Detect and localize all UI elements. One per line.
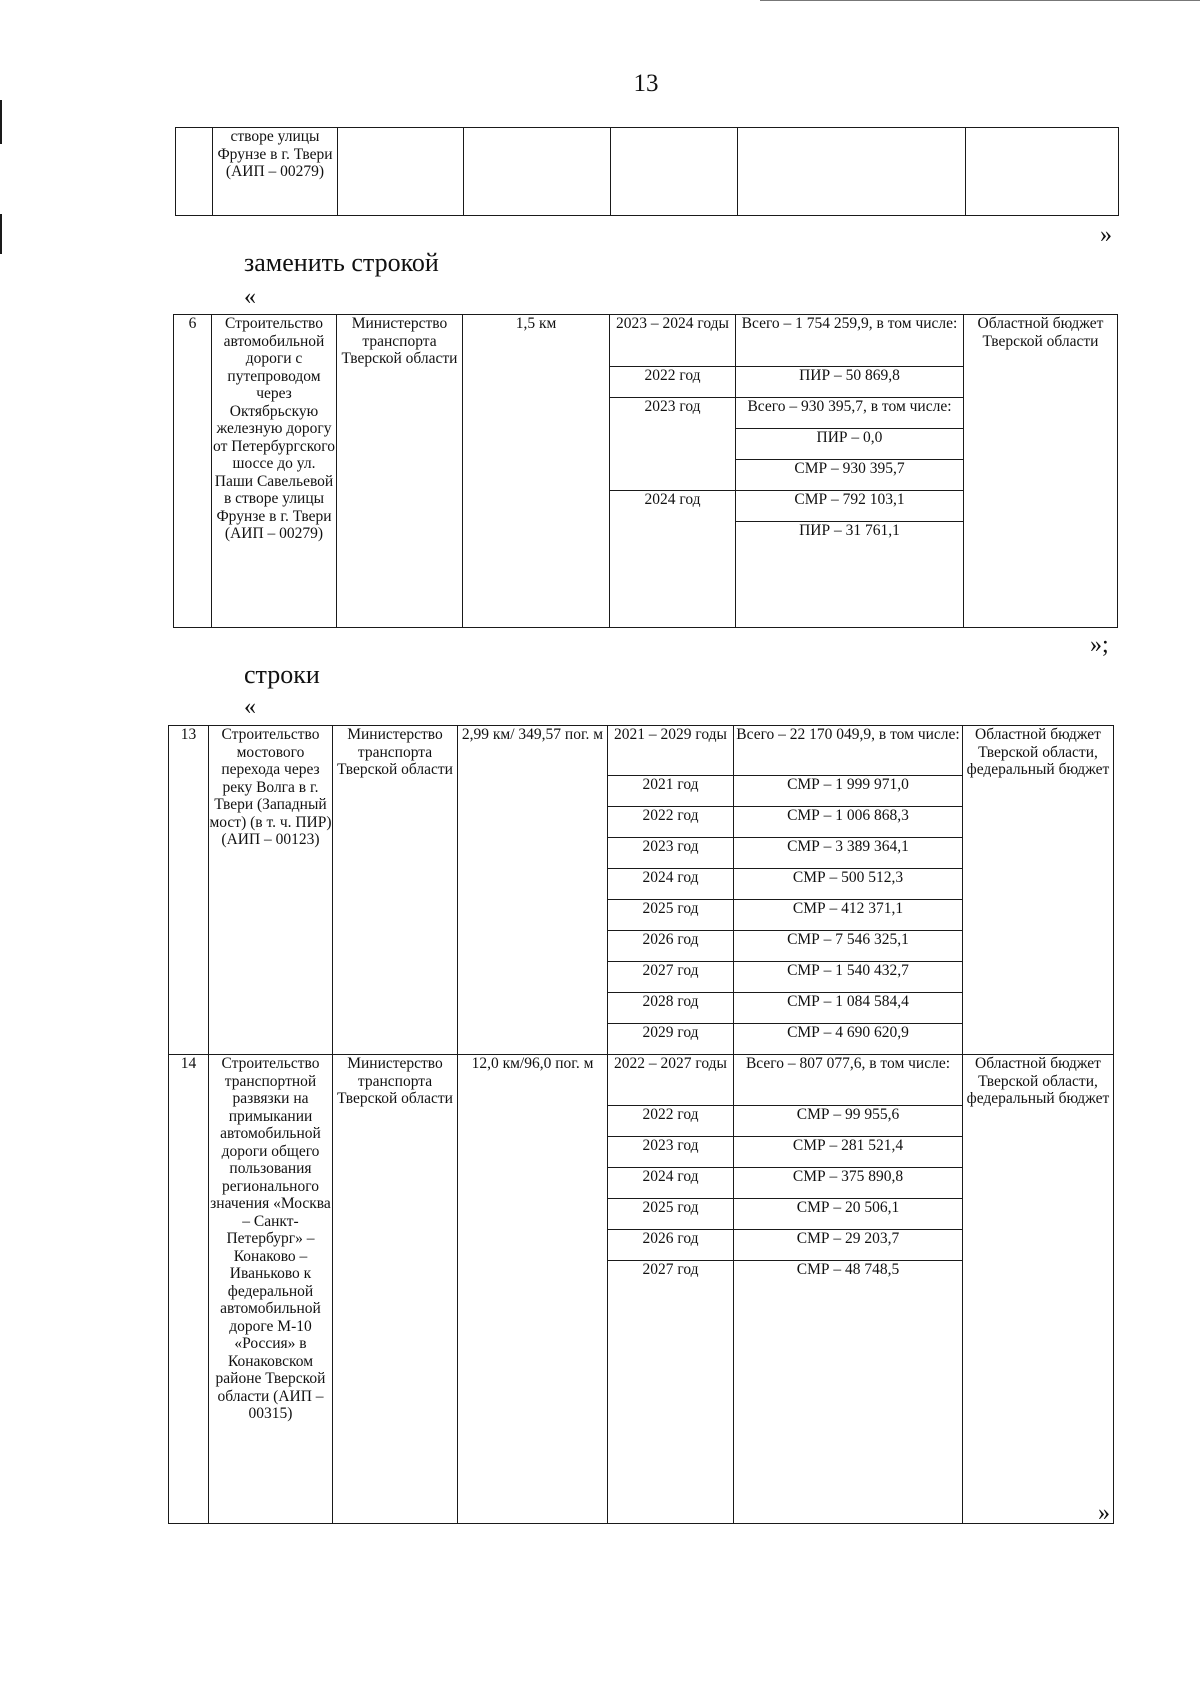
period-cell: 2027 год	[608, 962, 734, 993]
amount-cell: СМР – 281 521,4	[734, 1137, 963, 1168]
period-cell: 2023 год	[610, 398, 736, 491]
customer: Министерство транспорта Тверской области	[337, 315, 463, 628]
amount-cell: СМР – 500 512,3	[734, 869, 963, 900]
scan-edge-top	[760, 0, 1200, 1]
capacity: 2,99 км/ 349,57 пог. м	[458, 726, 608, 1055]
period-cell: 2024 год	[610, 491, 736, 628]
row-6-close-quote: »;	[1090, 632, 1109, 658]
object-name: Строительство автомобильной дороги с путепроводом через Октябрьскую железную дорогу от Петербургского шоссе до ул. Паши Савельевой в створе улицы Фрунзе в г. Твери (АИП – 00279)	[212, 315, 337, 628]
amount-cell: СМР – 4 690 620,9	[734, 1024, 963, 1055]
amount-cell: Всего – 930 395,7, в том числе:	[736, 398, 964, 429]
amount-cell: СМР – 3 389 364,1	[734, 838, 963, 869]
period-cell: 2027 год	[608, 1261, 734, 1292]
amount-cell: ПИР – 31 761,1	[736, 522, 964, 553]
period-cell: 2023 – 2024 годы	[610, 315, 736, 367]
amount-cell: Всего – 1 754 259,9, в том числе:	[736, 315, 964, 367]
amount-cell: СМР – 1 540 432,7	[734, 962, 963, 993]
rows-13-14-table	[168, 725, 1114, 1524]
period-cell: 2022 год	[608, 807, 734, 838]
amount-cell: СМР – 99 955,6	[734, 1106, 963, 1137]
row-14-close-quote: »	[1098, 1500, 1110, 1526]
period-cell: 2022 год	[608, 1106, 734, 1137]
fragment-empty-cell	[611, 128, 738, 216]
period-cell: 2029 год	[608, 1024, 734, 1055]
fragment-num-cell	[176, 128, 213, 216]
capacity: 1,5 км	[463, 315, 610, 628]
page-number: 13	[633, 70, 659, 97]
fragment-object-name: створе улицы Фрунзе в г. Твери (АИП – 00279)	[213, 128, 338, 216]
amount-filler	[736, 553, 964, 628]
fragment-table	[175, 127, 1119, 216]
period-cell: 2022 – 2027 годы	[608, 1055, 734, 1106]
fragment-empty-cell	[338, 128, 464, 216]
amount-filler	[734, 1292, 963, 1524]
funding-source: Областной бюджет Тверской области, федеральный бюджет	[963, 726, 1114, 1055]
amount-cell: СМР – 48 748,5	[734, 1261, 963, 1292]
funding-source: Областной бюджет Тверской области, федеральный бюджет	[963, 1055, 1114, 1524]
period-cell: 2021 год	[608, 776, 734, 807]
amount-cell: Всего – 22 170 049,9, в том числе:	[734, 726, 963, 776]
amount-cell: ПИР – 0,0	[736, 429, 964, 460]
period-cell: 2025 год	[608, 900, 734, 931]
fragment-close-quote: »	[1100, 222, 1112, 248]
amount-cell: СМР – 930 395,7	[736, 460, 964, 491]
period-cell: 2025 год	[608, 1199, 734, 1230]
row-number: 13	[169, 726, 209, 1055]
period-cell: 2026 год	[608, 1230, 734, 1261]
customer: Министерство транспорта Тверской области	[333, 1055, 458, 1524]
capacity: 12,0 км/96,0 пог. м	[458, 1055, 608, 1524]
amount-cell: СМР – 1 084 584,4	[734, 993, 963, 1024]
object-name: Строительство транспортной развязки на примыкании автомобильной дороги общего пользования регионального значения «Москва – Санкт-Петербург» – Конаково – Иваньково к федеральной автомобильной дороге М-10 «Россия» в Конаковском районе Тверской области (АИП – 00315)	[209, 1055, 333, 1524]
amount-cell: СМР – 792 103,1	[736, 491, 964, 522]
period-cell: 2022 год	[610, 367, 736, 398]
amount-cell: СМР – 1 006 868,3	[734, 807, 963, 838]
period-cell: 2023 год	[608, 1137, 734, 1168]
amount-cell: СМР – 7 546 325,1	[734, 931, 963, 962]
open-quote: «	[244, 284, 256, 310]
fragment-empty-cell	[464, 128, 611, 216]
row-number: 14	[169, 1055, 209, 1524]
period-cell: 2028 год	[608, 993, 734, 1024]
funding-source: Областной бюджет Тверской области	[964, 315, 1118, 628]
amount-cell: ПИР – 50 869,8	[736, 367, 964, 398]
object-name: Строительство мостового перехода через реку Волга в г. Твери (Западный мост) (в т. ч. ПИР) (АИП – 00123)	[209, 726, 333, 1055]
amount-cell: СМР – 375 890,8	[734, 1168, 963, 1199]
customer: Министерство транспорта Тверской области	[333, 726, 458, 1055]
row-6-table	[173, 314, 1118, 628]
replace-heading: заменить строкой	[244, 248, 439, 277]
amount-cell: СМР – 1 999 971,0	[734, 776, 963, 807]
scan-mark-top	[0, 100, 2, 144]
rows-heading: строки	[244, 660, 320, 689]
open-quote: «	[244, 694, 256, 720]
amount-cell: СМР – 29 203,7	[734, 1230, 963, 1261]
row-number: 6	[174, 315, 212, 628]
period-cell: 2023 год	[608, 838, 734, 869]
amount-cell: СМР – 20 506,1	[734, 1199, 963, 1230]
period-filler	[608, 1292, 734, 1524]
period-cell: 2024 год	[608, 1168, 734, 1199]
period-cell: 2026 год	[608, 931, 734, 962]
period-cell: 2024 год	[608, 869, 734, 900]
fragment-empty-cell	[738, 128, 966, 216]
fragment-empty-cell	[966, 128, 1119, 216]
amount-cell: СМР – 412 371,1	[734, 900, 963, 931]
period-cell: 2021 – 2029 годы	[608, 726, 734, 776]
scan-mark-mid	[0, 214, 2, 254]
amount-cell: Всего – 807 077,6, в том числе:	[734, 1055, 963, 1106]
